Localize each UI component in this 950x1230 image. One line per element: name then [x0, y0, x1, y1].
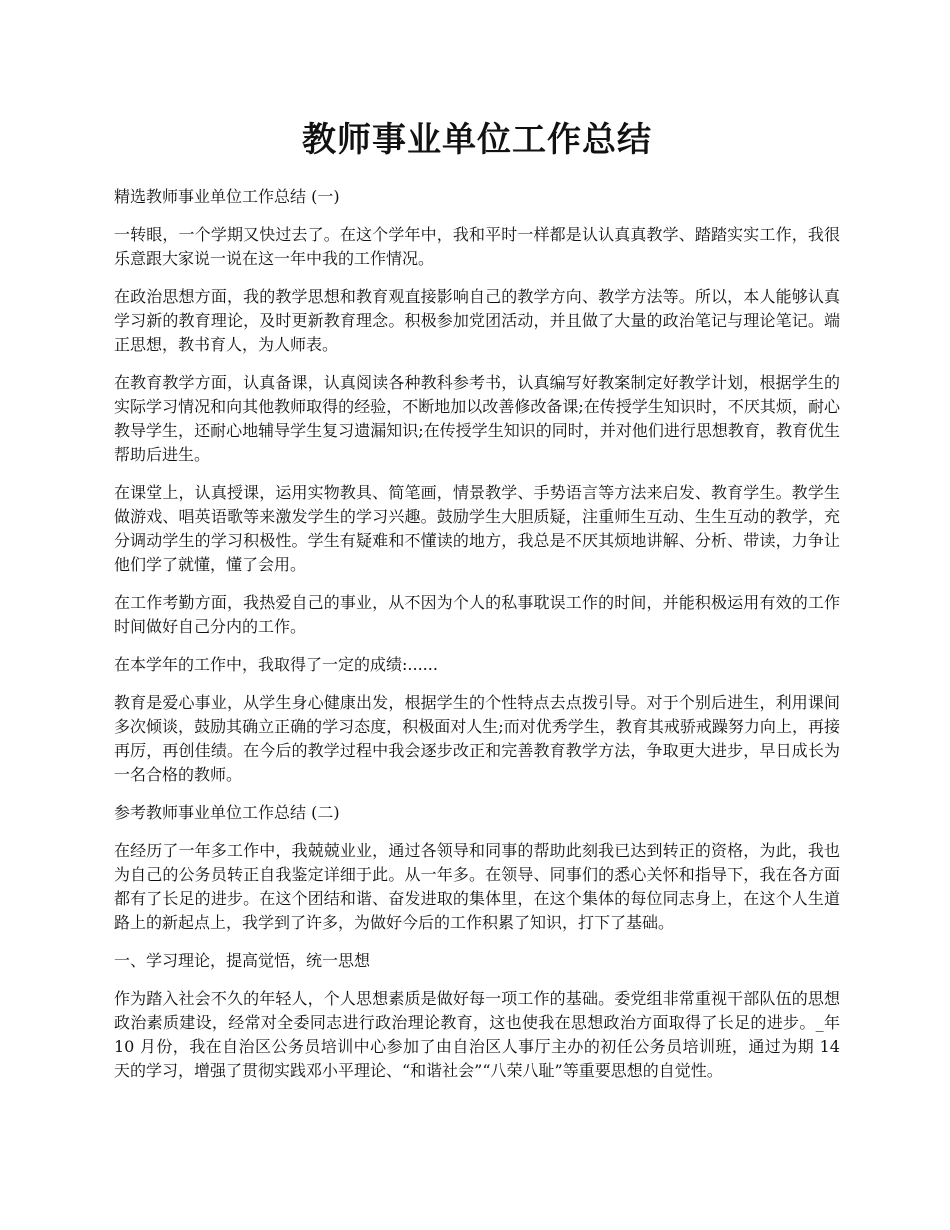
- section-heading-3: 一、学习理论，提高觉悟，统一思想: [114, 951, 371, 970]
- paragraph-4: 在课堂上，认真授课，运用实物教具、简笔画，情景教学、手势语言等方法来启发、教育学生。教学生做游戏、唱英语歌等来激发学生的学习兴趣。鼓励学生大胆质疑，注重师生互动、生生互动的教学，充分调动学生的学习积极性。学生有疑难和不懂读的地方，我总是不厌其烦地讲解、分析、带读，力争让他们学了就懂，懂了会用。: [114, 483, 840, 574]
- paragraph-8: 在经历了一年多工作中，我兢兢业业，通过各领导和同事的帮助此刻我已达到转正的资格，为此，我也为自己的公务员转正自我鉴定详细于此。从一年多。在领导、同事们的悉心关怀和指导下，我在各方面都有了长足的进步。在这个团结和谐、奋发进取的集体里，在这个集体的每位同志身上，在这个人生道路上的新起点上，我学到了许多，为做好今后的工作积累了知识，打下了基础。: [114, 841, 840, 932]
- paragraph-5: 在工作考勤方面，我热爱自己的事业，从不因为个人的私事耽误工作的时间，并能积极运用有效的工作时间做好自己分内的工作。: [114, 593, 840, 636]
- paragraph-2: 在政治思想方面，我的教学思想和教育观直接影响自己的教学方向、教学方法等。所以，本人能够认真学习新的教育理论，及时更新教育理念。积极参加党团活动，并且做了大量的政治笔记与理论笔记。端正思想，教书育人，为人师表。: [114, 287, 840, 354]
- section-heading-1: 精选教师事业单位工作总结 (一): [114, 187, 340, 206]
- paragraph-6: 在本学年的工作中，我取得了一定的成绩:......: [114, 655, 438, 674]
- paragraph-1: 一转眼，一个学期又快过去了。在这个学年中，我和平时一样都是认认真真教学、踏踏实实工作，我很乐意跟大家说一说在这一年中我的工作情况。: [114, 225, 840, 268]
- paragraph-3: 在教育教学方面，认真备课，认真阅读各种教科参考书，认真编写好教案制定好教学计划，根据学生的实际学习情况和向其他教师取得的经验，不断地加以改善修改备课;在传授学生知识时，不厌其烦，耐心教导学生，还耐心地辅导学生复习遗漏知识;在传授学生知识的同时，并对他们进行思想教育，教育优生帮助后进生。: [114, 373, 840, 464]
- paragraph-9: 作为踏入社会不久的年轻人，个人思想素质是做好每一项工作的基础。委党组非常重视干部队伍的思想政治素质建设，经常对全委同志进行政治理论教育，这也使我在思想政治方面取得了长足的进步。_年 10 月份，我在自治区公务员培训中心参加了由自治区人事厅主办的初任公务员培训班，通过为期 14 天的学习，增强了贯彻实践邓小平理论、“和谐社会”“八荣八耻”等重要思想的自觉性。: [114, 989, 840, 1080]
- paragraph-7: 教育是爱心事业，从学生身心健康出发，根据学生的个性特点去点拨引导。对于个别后进生，利用课间多次倾谈，鼓励其确立正确的学习态度，积极面对人生;而对优秀学生，教育其戒骄戒躁努力向上，再接再厉，再创佳绩。在今后的教学过程中我会逐步改正和完善教育教学方法，争取更大进步，早日成长为一名合格的教师。: [114, 693, 840, 784]
- document-title: 教师事业单位工作总结: [302, 120, 652, 160]
- section-heading-2: 参考教师事业单位工作总结 (二): [114, 803, 340, 822]
